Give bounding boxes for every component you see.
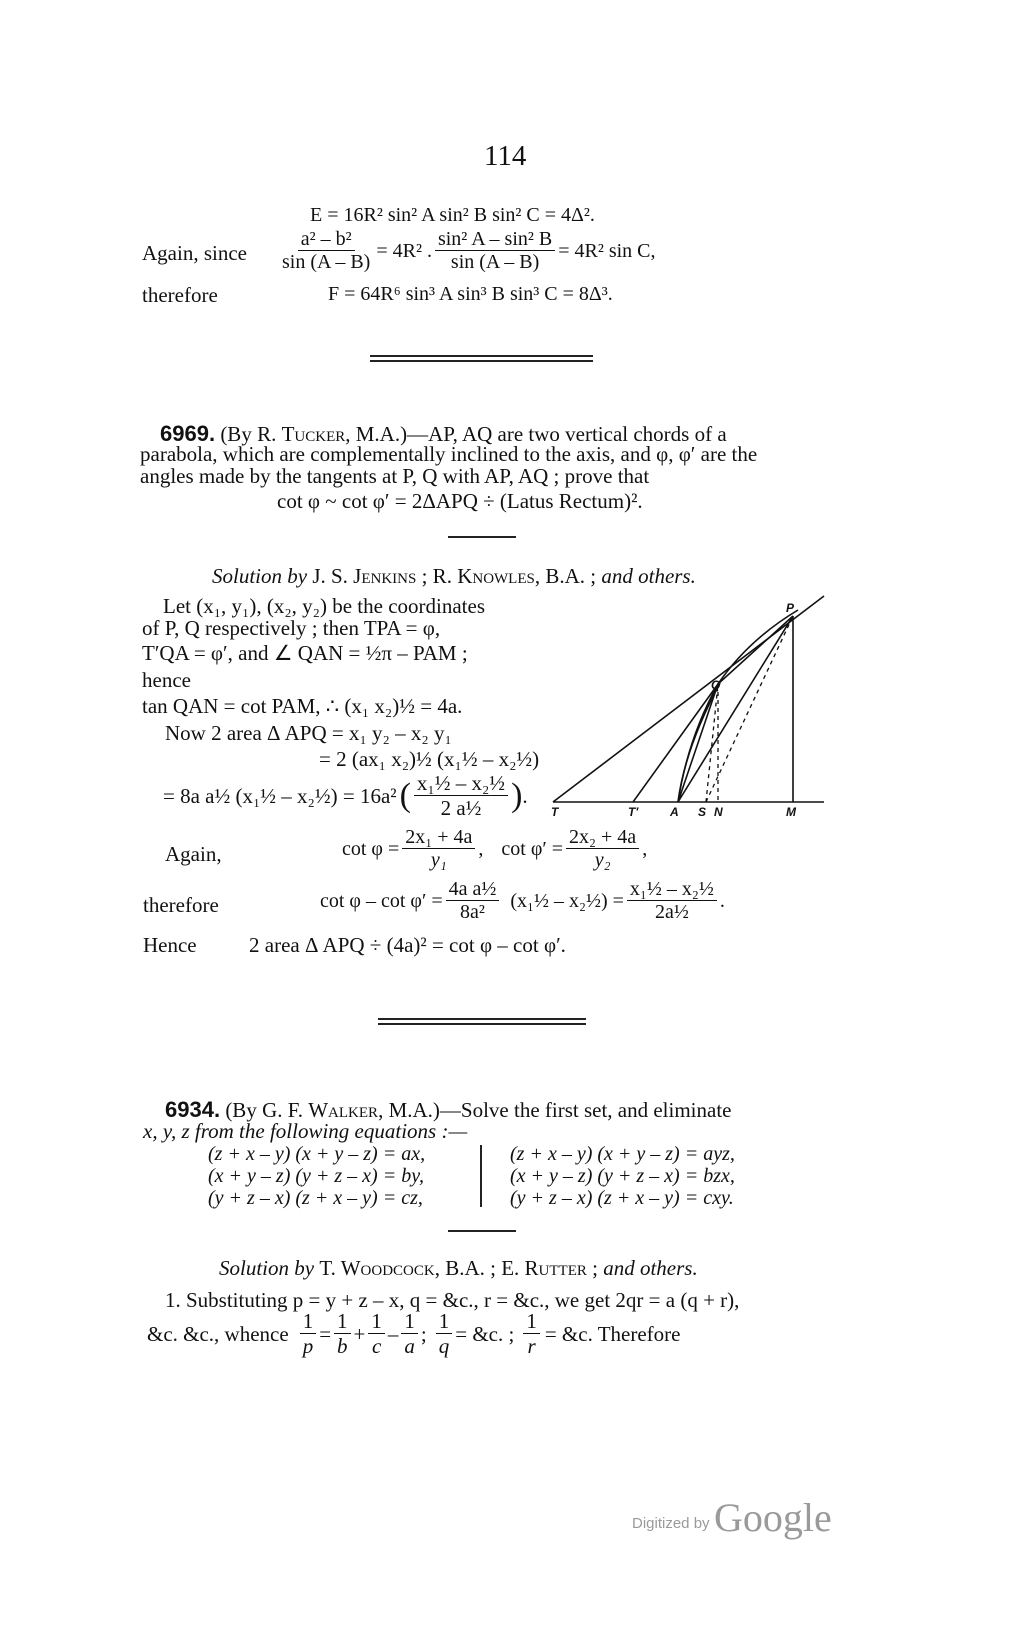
cot-difference-middle: (x₁½ – x₂½) = [510,889,624,912]
solution-by: Solution by [212,564,308,588]
chord-ap [678,616,793,802]
fraction-denominator: sin (A – B) [282,251,371,273]
fraction-denominator: 2a½ [654,901,689,923]
solution-line-8 [163,772,528,820]
and-others: and others. [603,1256,698,1280]
equation-left-1: (z + x – y) (x + y – z) = ax, [208,1143,426,1165]
equation-again-since [276,228,656,274]
cot-phi-lhs: cot φ = [342,837,400,860]
equation-rhs: = 4R² sin C, [558,239,656,262]
short-divider [448,536,516,538]
focal-line-sp [706,616,793,802]
fraction-a2-b2 [279,228,373,274]
google-logo: Google [714,1495,832,1540]
label-t-prime: T′ [628,805,639,819]
solution-line-7: = 2 (ax₁ x₂)½ (x₁½ – x₂½) [319,747,540,771]
digitized-by-text: Digitized by [632,1515,710,1532]
problem-6969-line-3: angles made by the tangents at P, Q with AP, AQ ; prove that [140,464,650,488]
fraction-1-q: $\frac{1}{q}$ [436,1310,453,1358]
comma: , [478,837,484,860]
equation-left-2: (x + y – z) (y + z – x) = by, [208,1165,424,1187]
fraction-denominator: sin (A – B) [450,251,540,273]
fraction-numerator: sin² A – sin² B [435,228,555,251]
equation-f: F = 64R⁶ sin³ A sin³ B sin³ C = 8Δ³. [328,283,613,305]
equation-right-1: (z + x – y) (x + y – z) = ayz, [510,1143,735,1165]
fraction-denominator: 2 a½ [440,796,482,821]
tangent-at-q [633,684,718,802]
problem-6969-line-2: parabola, which are complementally inclined to the axis, and φ, φ′ are the [140,442,758,466]
fraction-1-a: $\frac{1}{a}$ [401,1310,418,1358]
cot-phi-equations [342,826,647,872]
line-2-tail: = &c. Therefore [544,1321,681,1346]
equation-right-2: (x + y – z) (y + z – x) = bzx, [510,1165,735,1187]
author-rest: , M.A.)—Solve the first set, and eliminate [378,1098,732,1122]
section-divider-2 [378,1018,586,1025]
fraction-x-half [414,772,508,820]
therefore-label: therefore [142,283,218,307]
hence-equation: 2 area Δ APQ ÷ (4a)² = cot φ – cot φ′. [249,933,566,957]
line-8-lhs: = 8a a½ (x₁½ – x₂½) = 16a² [163,783,397,808]
fraction-numerator: a² – b² [298,228,355,251]
fraction-denominator: y₁ [430,849,447,871]
author-open: (By R. [220,422,282,446]
solution-line-1: Let (x₁, y₁), (x₂, y₂) be the coordinates [163,594,486,618]
fraction-sin2 [435,228,555,274]
again-since-label: Again, since [142,241,247,265]
whence-text: &c. &c., whence [147,1321,289,1346]
fraction-numerator: x₁½ – x₂½ [414,772,508,796]
therefore-label-2: therefore [143,893,219,917]
fraction-1-c: $\frac{1}{c}$ [368,1310,385,1358]
label-a: A [670,805,679,819]
parabola-diagram [548,588,830,824]
fraction-numerator: 4a a½ [446,878,500,901]
period: . [719,889,725,912]
fraction-cot-phi [402,826,475,872]
author-rest: , M.A.)—AP, AQ are two vertical chords of a [345,422,727,446]
fraction-x-2a [627,878,717,924]
solution-line-2: of P, Q respectively ; then TPA = φ, [142,616,441,640]
label-n: N [714,805,723,819]
solution-line-5: tan QAN = cot PAM, ∴ (x₁ x₂)½ = 4a. [142,694,463,718]
section-divider [370,355,593,362]
label-q: Q [711,678,721,692]
solution-line-4: hence [142,668,191,692]
equation-middle: = 4R² . [376,239,432,262]
equation-e: E = 16R² sin² A sin² B sin² C = 4Δ². [310,204,595,226]
chord-pq [718,616,793,684]
problem-6969-equation: cot φ ~ cot φ′ = 2ΔAPQ ÷ (Latus Rectum)². [277,489,643,513]
author-name: Tucker [281,422,346,446]
equation-set-separator [480,1145,482,1207]
equation-left-3: (y + z – x) (z + x – y) = cz, [208,1187,423,1209]
period: . [522,783,528,808]
equations-right-set [510,1143,735,1209]
solution-6934-line-1: 1. Substituting p = y + z – x, q = &c., r = &c., we get 2qr = a (q + r), [165,1288,740,1312]
fraction-numerator: x₁½ – x₂½ [627,878,717,901]
label-m: M [786,805,796,819]
cot-difference-lhs: cot φ – cot φ′ = [320,889,443,912]
comma: , [642,837,648,860]
cot-phi-prime-lhs: cot φ′ = [501,837,564,860]
solution-heading-2 [219,1256,698,1281]
solution-authors: T. Woodcock, B.A. ; E. Rutter ; [319,1256,598,1280]
problem-number: 6969. [160,421,216,446]
fraction-1-r: $\frac{1}{r}$ [523,1310,540,1358]
fraction-numerator: 2x₁ + 4a [402,826,475,849]
label-t: T [551,805,559,819]
again-label: Again, [165,842,222,866]
and-others: and others. [601,564,696,588]
page-number: 114 [484,140,527,172]
hence-label: Hence [143,933,197,957]
problem-6934-line-2: x, y, z from the following equations :— [143,1119,468,1143]
fraction-denominator: y₂ [594,849,611,871]
solution-heading [212,564,696,589]
label-p: P [786,601,795,615]
fraction-1-b: $\frac{1}{b}$ [334,1310,351,1358]
solution-6934-line-2: &c. &c., whence $\frac{1}{p}$ = $\frac{1}{b}$ + $\frac{1}{c}$ – $\frac{1}{a}$ ; $\frac{1}{q}$ = &c. ; $\frac{1}{r}$ = &c. Therefore [147,1309,681,1359]
solution-authors: J. S. Jenkins ; R. Knowles, B.A. ; [312,564,597,588]
left-paren: ( [399,777,411,815]
fraction-denominator: 8a² [460,901,485,923]
cot-difference-equation [320,878,725,924]
equations-left-set [208,1143,425,1209]
fraction-4a [446,878,500,924]
label-s: S [698,805,707,819]
fraction-1-p: $\frac{1}{p}$ [300,1310,317,1358]
solution-line-3: T′QA = φ′, and ∠ QAN = ½π – PAM ; [142,641,468,665]
solution-by: Solution by [219,1256,315,1280]
short-divider-2 [448,1230,516,1232]
fraction-cot-phi-prime [566,826,639,872]
solution-line-6: Now 2 area Δ APQ = x₁ y₂ – x₂ y₁ [165,721,452,745]
problem-number: 6934. [165,1097,221,1122]
fraction-numerator: 2x₂ + 4a [566,826,639,849]
author-name: Walker [308,1098,379,1122]
right-paren: ) [511,777,523,815]
equation-right-3: (y + z – x) (z + x – y) = cxy. [510,1187,734,1209]
author-open: (By G. F. [225,1098,309,1122]
